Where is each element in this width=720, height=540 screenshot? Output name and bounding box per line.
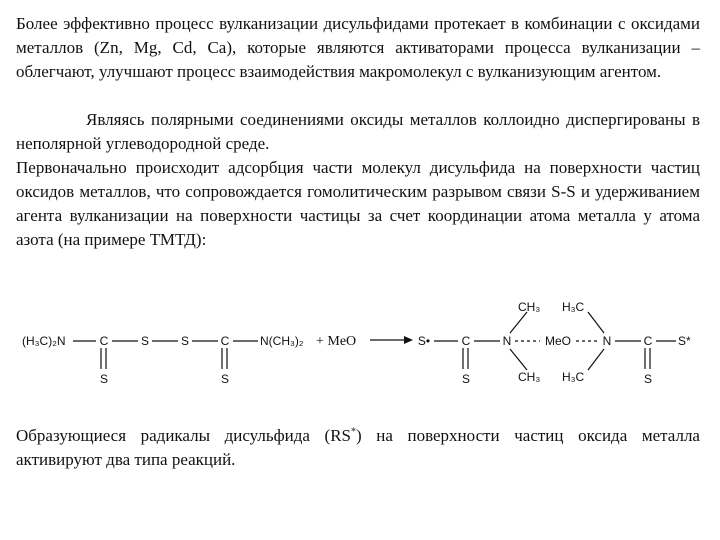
paragraph-2: Являясь полярными соединениями оксиды металлов коллоидно диспергированы в неполярной углеводородной среде. [16,110,700,153]
carbon-2: C [220,334,230,348]
plus-metal-oxide: + MeO [316,334,357,349]
dimethylamino-right: N(CH₃)₂ [260,334,304,348]
sulfur-star: S* [678,334,691,348]
sulfur-radical: S• [417,334,431,348]
dimethylamino-left: (H₃C)₂N [22,334,66,348]
carbon-3: C [461,334,471,348]
thione-s-4: S [643,372,653,386]
thione-s-1: S [99,372,109,386]
reaction-scheme [0,285,720,395]
reaction-arrow-icon [404,336,413,344]
metal-oxide: MeO [544,334,572,348]
nitrogen-2: N [602,334,612,348]
nitrogen-1: N [502,334,512,348]
paragraph-4-end: ) на поверхности частиц оксида металла активируют два типа реакций. [16,426,700,469]
methyl-top-2: H₃C [562,300,585,314]
paragraph-4 [16,424,700,472]
methyl-bottom-1: CH₃ [518,370,541,384]
paragraph-4-start: Образующиеся радикалы дисульфида (RS [16,426,352,445]
sulfur-2: S [180,334,190,348]
carbon-1: C [99,334,109,348]
thione-s-3: S [461,372,471,386]
thione-s-2: S [220,372,230,386]
methyl-bottom-2: H₃C [562,370,585,384]
methyl-top-1: CH₃ [518,300,541,314]
paragraph-1: Более эффективно процесс вулканизации дисульфидами протекает в комбинации с оксидами металлов (Zn, Mg, Cd, Ca), которые являются активаторами процесса вулканизации – облегчают, улучшают процесс взаимодействия макромолекул с вулканизующим агентом. [16,14,700,81]
radical-star: * [351,426,357,438]
sulfur-1: S [140,334,150,348]
paragraph-3: Первоначально происходит адсорбция части молекул дисульфида на поверхности частиц оксидов металлов, что сопровождается гомолитическим разрывом связи S-S и удерживанием агента вулканизации на поверхности частицы за счет координации атома металла у атома азота (на примере ТМТД): [16,158,700,249]
carbon-4: C [643,334,653,348]
